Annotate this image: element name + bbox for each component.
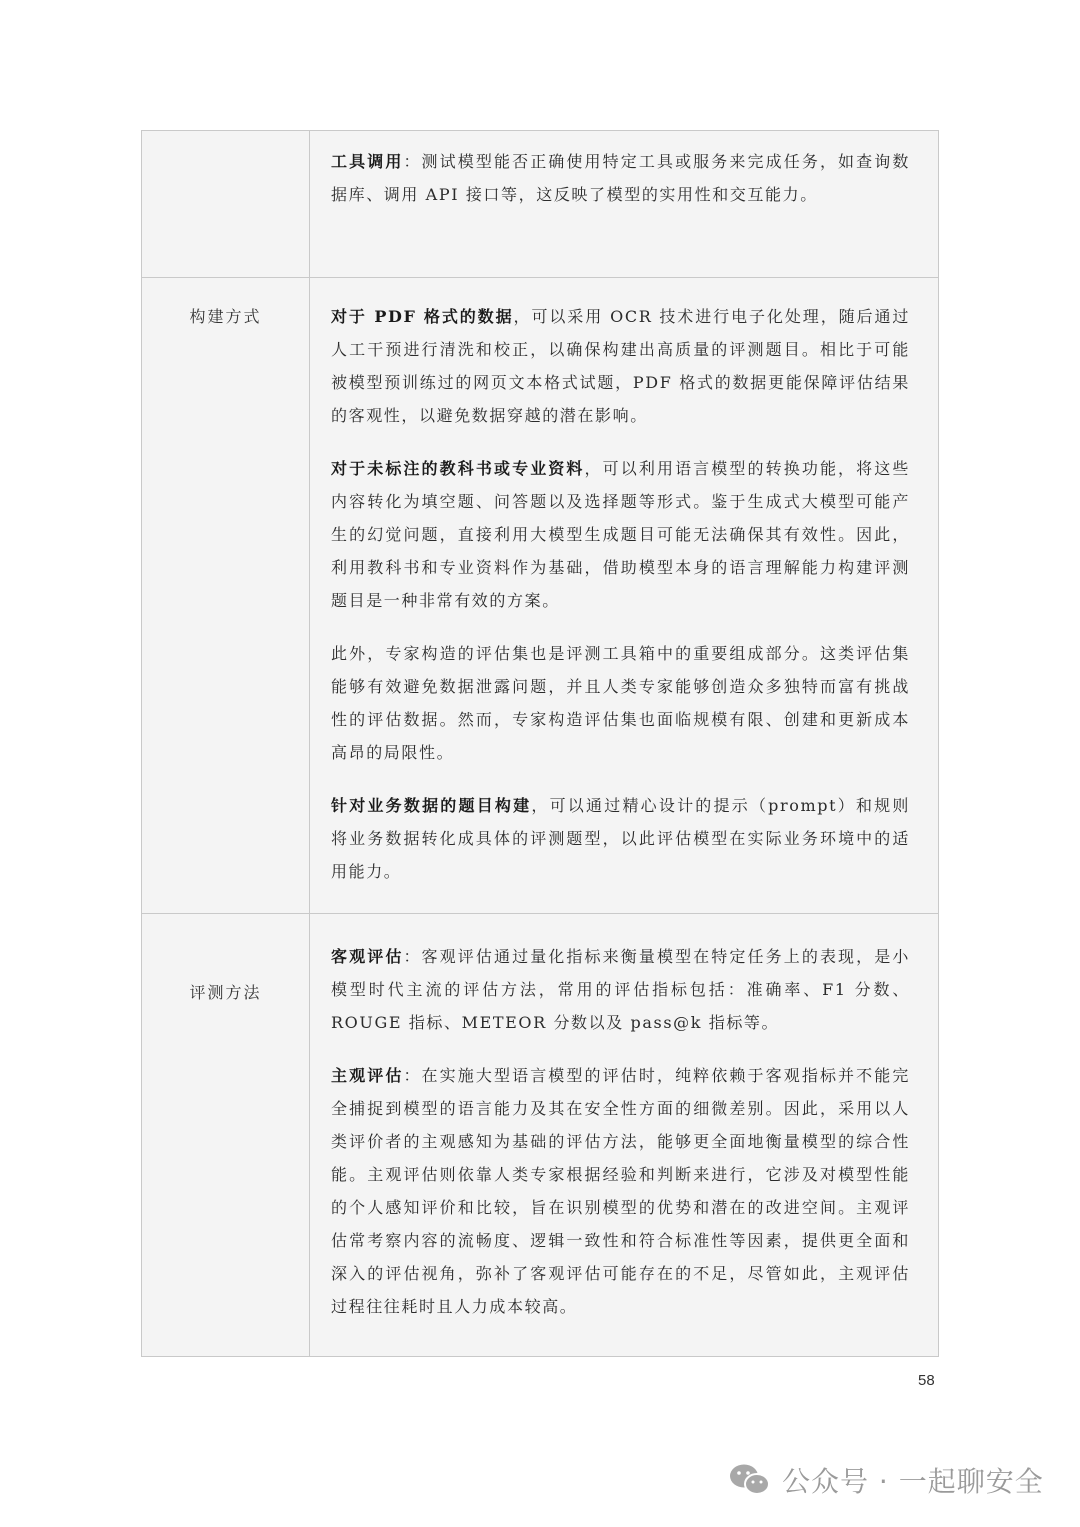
paragraph: [331, 940, 910, 1039]
paragraph-text: ：在实施大型语言模型的评估时，纯粹依赖于客观指标并不能完全捕捉到模型的语言能力及其在安全性方面的细微差别。因此，采用以人类评价者的主观感知为基础的评估方法，能够更全面地衡量模型的综合性能。主观评估则依靠人类专家根据经验和判断来进行，它涉及对模型性能的个人感知评价和比较，旨在识别模型的优势和潜在的改进空间。主观评估常考察内容的流畅度、逻辑一致性和符合标准性等因素，提供更全面和深入的评估视角，弥补了客观评估可能存在的不足，尽管如此，主观评估过程往往耗时且人力成本较高。: [331, 1066, 910, 1316]
table-row: [142, 914, 939, 1357]
paragraph: [331, 637, 910, 769]
paragraph-heading: 主观评估: [331, 1066, 404, 1085]
paragraph-text: ，可以采用 OCR 技术进行电子化处理，随后通过人工干预进行清洗和校正，以确保构建出高质量的评测题目。相比于可能被模型预训练过的网页文本格式试题，PDF 格式的数据更能保障评估结果的客观性，以避免数据穿越的潜在影响。: [331, 307, 910, 425]
paragraph: [331, 145, 910, 211]
paragraph-text: ，可以通过精心设计的提示（prompt）和规则将业务数据转化成具体的评测题型，以此评估模型在实际业务环境中的适用能力。: [331, 796, 910, 881]
paragraph-text: ：客观评估通过量化指标来衡量模型在特定任务上的表现，是小模型时代主流的评估方法，常用的评估指标包括：准确率、F1 分数、ROUGE 指标、METEOR 分数以及 pass@k 指标等。: [331, 947, 910, 1032]
watermark-text: 公众号 · 一起聊安全: [782, 1465, 1044, 1498]
paragraph-text: ，可以利用语言模型的转换功能，将这些内容转化为填空题、问答题以及选择题等形式。鉴于生成式大模型可能产生的幻觉问题，直接利用大模型生成题目可能无法确保其有效性。因此，利用教科书和专业资料作为基础，借助模型本身的语言理解能力构建评测题目是一种非常有效的方案。: [331, 459, 910, 610]
row-content: [310, 131, 939, 278]
paragraph-text: 此外，专家构造的评估集也是评测工具箱中的重要组成部分。这类评估集能够有效避免数据泄露问题，并且人类专家能够创造众多独特而富有挑战性的评估数据。然而，专家构造评估集也面临规模有限、创建和更新成本高昂的局限性。: [331, 644, 910, 762]
row-content: [310, 914, 939, 1357]
paragraph-heading: 对于 PDF 格式的数据: [331, 307, 514, 326]
table-row: [142, 131, 939, 278]
paragraph-heading: 对于未标注的教科书或专业资料: [331, 459, 585, 478]
row-label: [142, 131, 310, 278]
paragraph: [331, 1059, 910, 1323]
wechat-icon: [728, 1462, 772, 1498]
row-label: 评测方法: [142, 914, 310, 1357]
paragraph-heading: 工具调用: [331, 152, 404, 171]
content-table: [141, 130, 939, 1357]
row-content: [310, 278, 939, 914]
row-label: 构建方式: [142, 278, 310, 914]
paragraph-heading: 客观评估: [331, 947, 404, 966]
paragraph-text: ：测试模型能否正确使用特定工具或服务来完成任务，如查询数据库、调用 API 接口等，这反映了模型的实用性和交互能力。: [331, 152, 910, 204]
paragraph: [331, 789, 910, 888]
watermark: [728, 1460, 1044, 1500]
paragraph: [331, 300, 910, 432]
paragraph-heading: 针对业务数据的题目构建: [331, 796, 532, 815]
paragraph: [331, 452, 910, 617]
table-row: [142, 278, 939, 914]
page-number: 58: [918, 1372, 935, 1389]
